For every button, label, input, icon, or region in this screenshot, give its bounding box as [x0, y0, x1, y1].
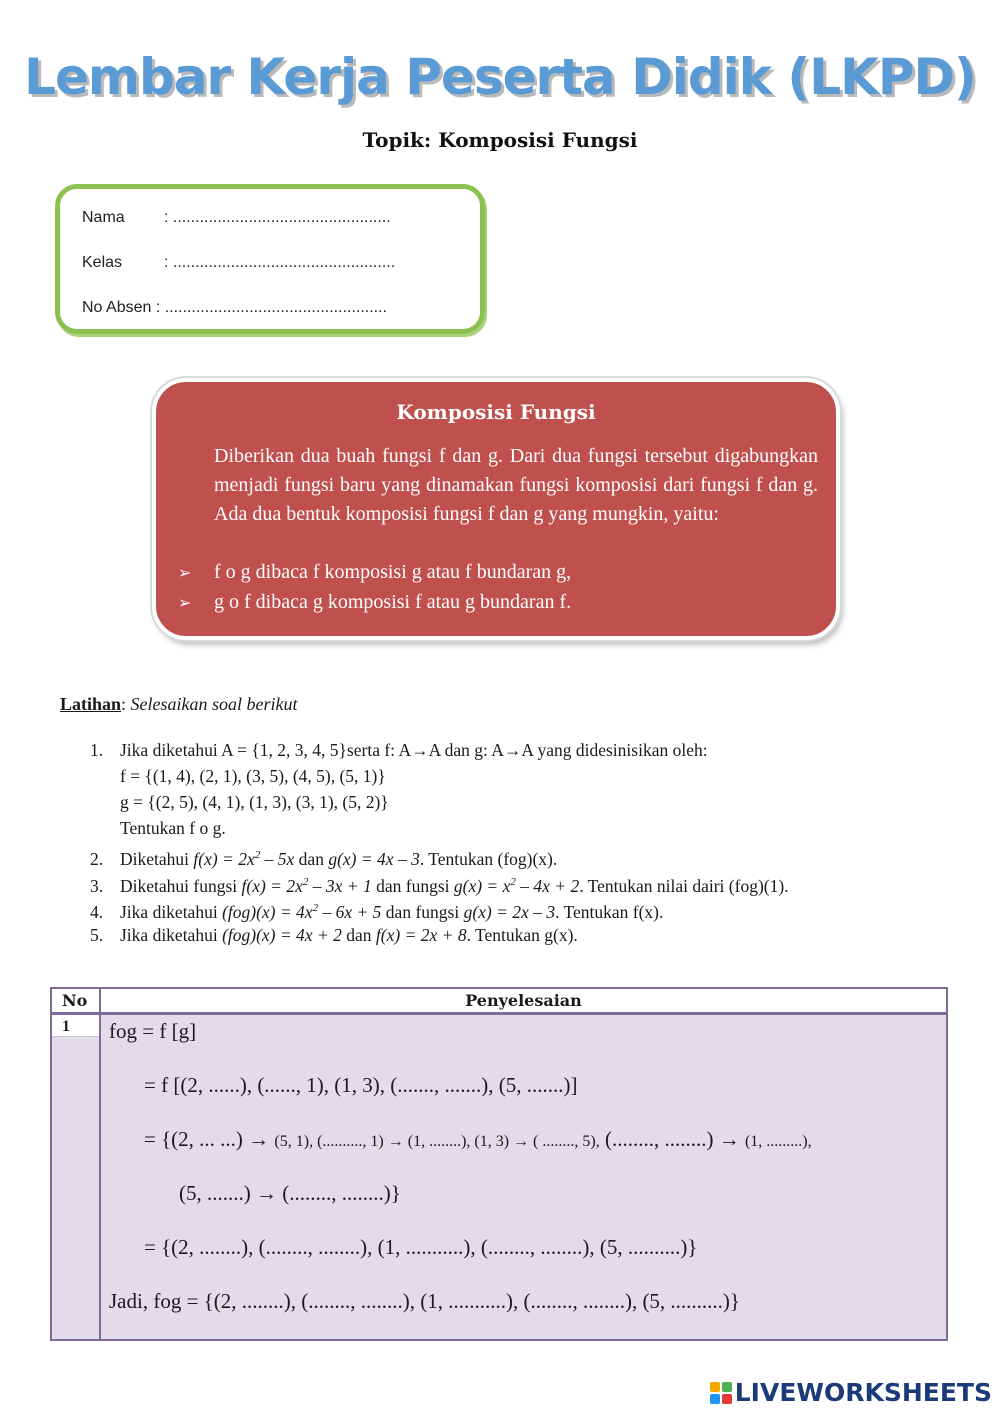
solution-line-1: fog = f [g]	[109, 1019, 197, 1043]
solution-table	[50, 987, 948, 1341]
arrow-bullet-icon: ➢	[178, 563, 192, 582]
student-identity-box	[55, 184, 485, 334]
absen-label: No Absen	[82, 299, 152, 316]
class-field[interactable]: : ..................................................	[164, 254, 396, 271]
concept-box	[152, 378, 840, 640]
class-row	[82, 254, 395, 272]
name-row	[82, 209, 391, 227]
absen-field[interactable]: : ..................................................	[155, 299, 387, 316]
header-no: No	[62, 991, 88, 1010]
concept-bullet: ➢ f o g dibaca f komposisi g atau f bundaran g,	[178, 558, 571, 587]
solution-line-4[interactable]: (5, .......) → (........, ........)}	[179, 1181, 401, 1205]
liveworksheets-logo-icon	[710, 1382, 732, 1404]
row-number: 1	[52, 1015, 99, 1037]
concept-bullet: ➢ g o f dibaca g komposisi f atau g bundaran f.	[178, 588, 571, 617]
question-2: 2. Diketahui $f(x) = 2x^2 - 5x$ dan g(x) = 4x – 3. Tentukan (fog)(x).	[90, 848, 558, 869]
question-1: 1. Jika diketahui A = {1, 2, 3, 4, 5}serta f: A→A dan g: A→A yang didesinisikan oleh:	[90, 740, 708, 760]
name-field[interactable]: : .................................................	[164, 209, 391, 226]
question-1-task: Tentukan f o g.	[120, 818, 226, 838]
solution-line-3[interactable]: = {(2, ... ...) → (5, 1), (.........., 1) → (1, ........), (1, 3) → ( ........, 5), (........, ........) → (1, .........),	[144, 1127, 812, 1151]
question-1-g-set: g = {(2, 5), (4, 1), (1, 3), (3, 1), (5, 2)}	[120, 792, 389, 812]
column-divider	[99, 989, 101, 1339]
absen-row	[82, 299, 387, 317]
question-4: 4. Jika diketahui $(fog)(x) = 4x^2 - 6x + 5$ dan fungsi g(x) = 2x – 3. Tentukan f(x).	[90, 901, 664, 922]
worksheet-title: Lembar Kerja Peserta Didik (LKPD)	[24, 48, 976, 106]
question-5: 5. Jika diketahui (fog)(x) = 4x + 2 dan f(x) = 2x + 8. Tentukan g(x).	[90, 925, 578, 945]
liveworksheets-logo: LIVEWORKSHEETS	[710, 1378, 992, 1407]
question-3: 3. Diketahui fungsi $f(x) = 2x^2 - 3x + 1$ dan fungsi $g(x) = x^2 - 4x + 2$. Tentukan nilai dairi (fog)(1).	[90, 875, 789, 896]
solution-line-6[interactable]: Jadi, fog = {(2, ........), (........, ........), (1, ...........), (........, ........), (5, ..........)}	[109, 1289, 741, 1313]
concept-text: Diberikan dua buah fungsi f dan g. Dari dua fungsi tersebut digabungkan menjadi fungsi baru yang dinamakan fungsi komposisi dari fungsi f dan g. Ada dua bentuk komposisi fungsi f dan g yang mungkin, yaitu:	[214, 445, 818, 525]
topic-heading: Topik: Komposisi Fungsi	[362, 128, 638, 152]
class-label: Kelas	[82, 254, 123, 271]
solution-table-header	[52, 989, 946, 1015]
question-1-f-set: f = {(1, 4), (2, 1), (3, 5), (4, 5), (5, 1)}	[120, 766, 386, 786]
solution-line-5[interactable]: = {(2, ........), (........, ........), (1, ...........), (........, ........), (5, ..........)}	[144, 1235, 698, 1259]
concept-title: Komposisi Fungsi	[396, 400, 596, 424]
solution-line-2[interactable]: = f [(2, ......), (......, 1), (1, 3), (......., .......), (5, .......)]	[144, 1073, 578, 1097]
exercise-heading: Latihan: Selesaikan soal berikut	[60, 694, 298, 714]
arrow-bullet-icon: ➢	[178, 593, 192, 612]
header-penyelesaian: Penyelesaian	[465, 991, 582, 1010]
name-label: Nama	[82, 209, 125, 226]
